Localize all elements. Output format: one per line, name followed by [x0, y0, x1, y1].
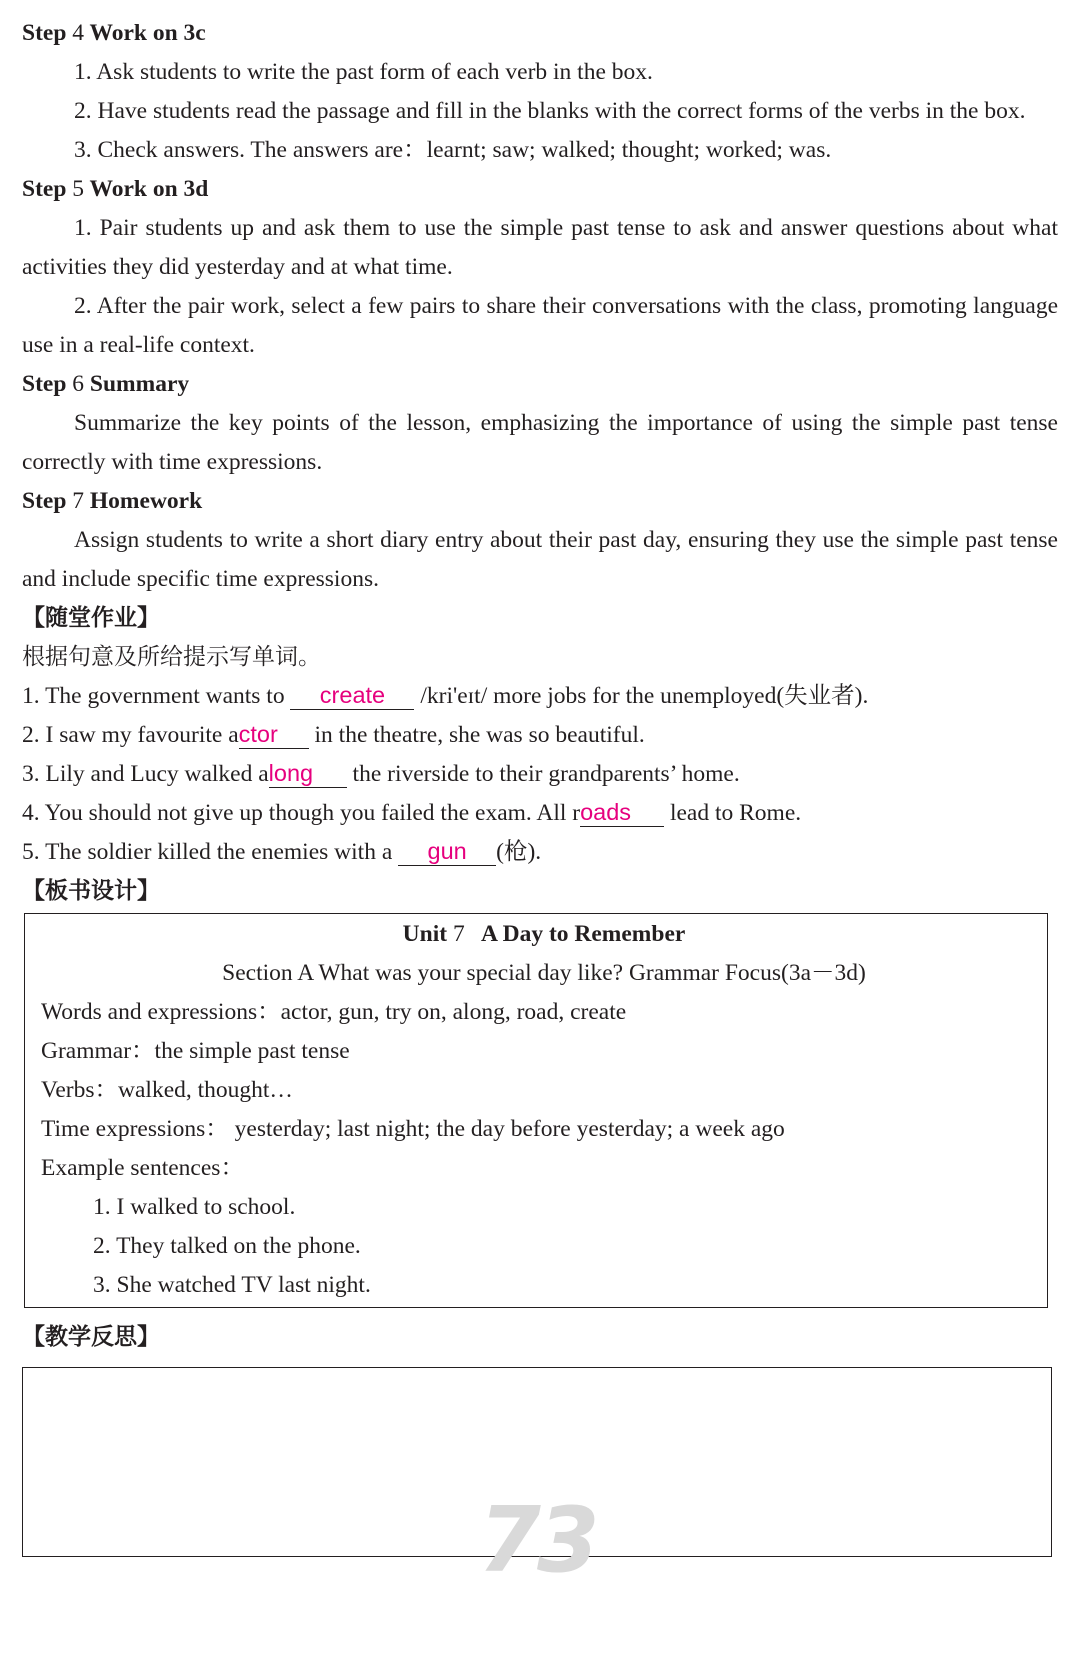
step4-item-2: 2. Have students read the passage and fill in the blanks with the correct forms of the verbs in the box.: [74, 98, 1026, 124]
answer-blank: create: [290, 681, 414, 710]
board-heading: 【板书设计】: [22, 878, 160, 904]
step-number: 6: [72, 371, 85, 397]
step4-item-3: 3. Check answers. The answers are：learnt; saw; walked; thought; worked; was.: [74, 137, 832, 163]
reflection-box: [22, 1367, 1052, 1593]
step-label: Step: [22, 176, 67, 202]
page-content: [22, 14, 1058, 1593]
step-title: Homework: [89, 488, 203, 514]
step7-text: Assign students to write a short diary entry about their past day, ensuring they use the simple past tense and include specific time expressions.: [22, 527, 1058, 592]
reflection-heading: 【教学反思】: [22, 1324, 160, 1350]
board-time-expressions: Time expressions： yesterday; last night; the day before yesterday; a week ago: [41, 1116, 785, 1142]
answer-blank: oads: [580, 798, 664, 827]
step-number: 5: [72, 176, 85, 202]
board-verbs: Verbs：walked, thought…: [41, 1077, 293, 1103]
step-title: Summary: [89, 371, 190, 397]
board-section: Section A What was your special day like? Grammar Focus(3a－3d): [222, 960, 866, 986]
step4-heading: [22, 14, 1058, 53]
page-number: 73: [478, 1488, 596, 1593]
question-4: 4. You should not give up though you failed the exam. All roads lead to Rome.: [22, 799, 802, 826]
question-2: 2. I saw my favourite actor in the theatre, she was so beautiful.: [22, 721, 645, 748]
board-words: Words and expressions：actor, gun, try on, along, road, create: [41, 999, 627, 1025]
step4-item-1: 1. Ask students to write the past form of each verb in the box.: [74, 59, 653, 85]
board-design-box: [24, 913, 1048, 1308]
question-3: 3. Lily and Lucy walked along the riverside to their grandparents’ home.: [22, 760, 740, 787]
answer-blank: gun: [398, 837, 496, 866]
question-1: 1. The government wants to create /kri'eɪt/ more jobs for the unemployed(失业者).: [22, 682, 869, 709]
step7-heading: [22, 482, 1058, 521]
step5-item-2: 2. After the pair work, select a few pairs to share their conversations with the class, promoting language use in a real-life context.: [22, 293, 1058, 358]
step-title: Work on 3d: [89, 176, 209, 202]
step-label: Step: [22, 371, 67, 397]
board-example: 2. They talked on the phone.: [93, 1233, 361, 1259]
exercise-heading: 【随堂作业】: [22, 605, 160, 631]
board-title: Unit 7 A Day to Remember: [402, 921, 686, 947]
board-example: 1. I walked to school.: [93, 1194, 296, 1220]
step6-heading: [22, 365, 1058, 404]
step-label: Step: [22, 20, 67, 46]
board-grammar: Grammar：the simple past tense: [41, 1038, 350, 1064]
board-example: 3. She watched TV last night.: [93, 1272, 371, 1298]
exercise-instruction: 根据句意及所给提示写单词。: [22, 644, 321, 670]
step5-item-1: 1. Pair students up and ask them to use the simple past tense to ask and answer questions about what activities they did yesterday and at what time.: [22, 215, 1058, 280]
step-number: 4: [72, 20, 85, 46]
question-5: 5. The soldier killed the enemies with a gun (枪).: [22, 838, 542, 865]
answer-blank: long: [269, 759, 347, 788]
step-number: 7: [72, 488, 85, 514]
step6-text: Summarize the key points of the lesson, emphasizing the importance of using the simple past tense correctly with time expressions.: [22, 410, 1058, 475]
step5-heading: [22, 170, 1058, 209]
step-title: Work on 3c: [89, 20, 206, 46]
board-examples-label: Example sentences：: [41, 1155, 244, 1181]
answer-blank: ctor: [239, 720, 309, 749]
step-label: Step: [22, 488, 67, 514]
